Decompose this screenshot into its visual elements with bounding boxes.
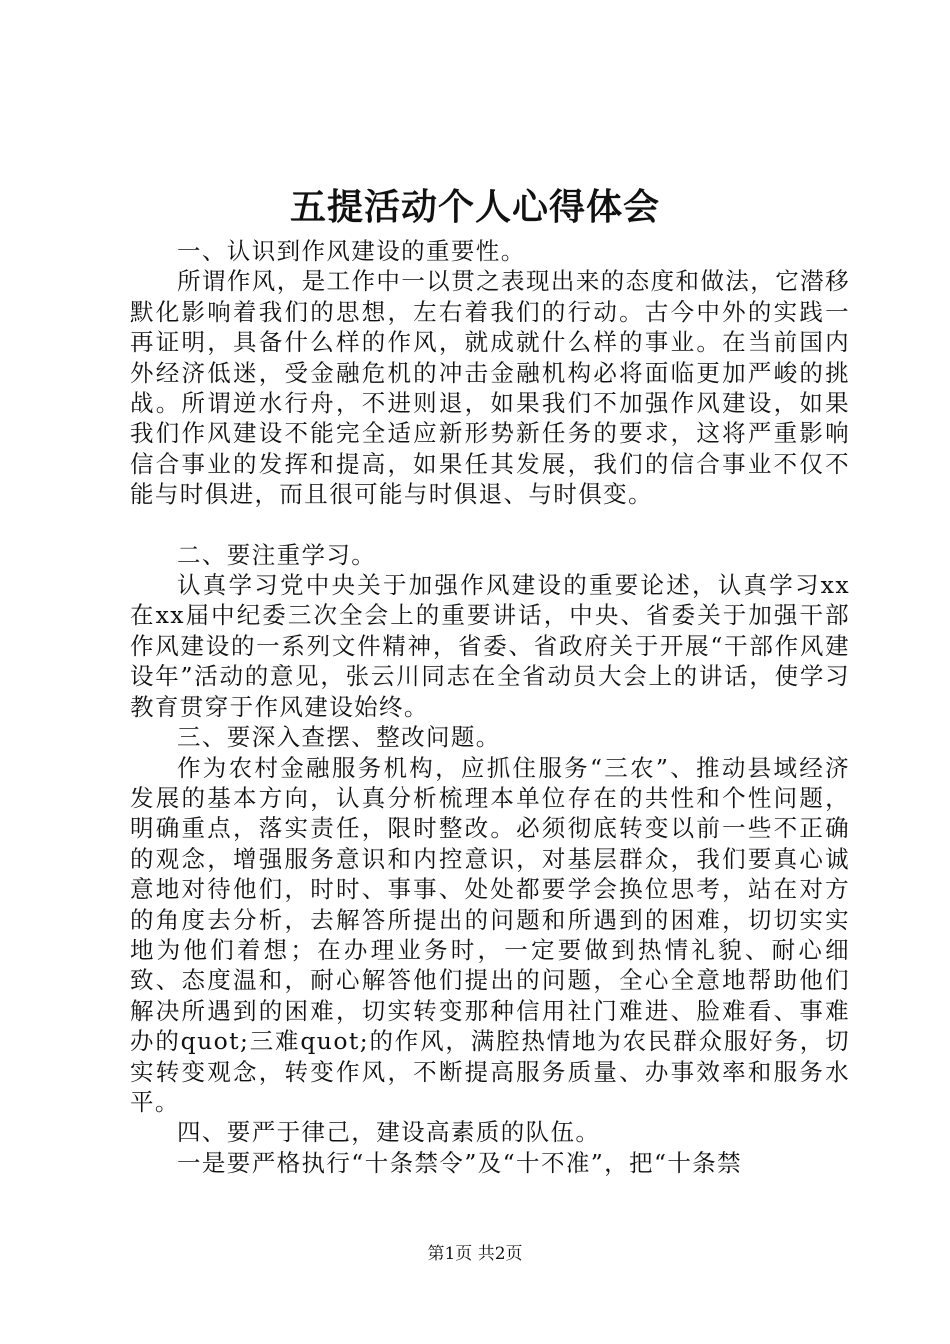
paragraph-3: 作为农村金融服务机构，应抓住服务“三农”、推动县域经济发展的基本方向，认真分析梳理本单位存在的共性和个性问题，明确重点，落实责任，限时整改。必须彻底转变以前一些不正确的观念，增强服务意识和内控意识，对基层群众，我们要真心诚意地对待他们，时时、事事、处处都要学会换位思考，站在对方的角度去分析，去解答所提出的问题和所遇到的困难，切切实实地为他们着想；在办理业务时，一定要做到热情礼貌、耐心细致、态度温和，耐心解答他们提出的问题，全心全意地帮助他们解决所遇到的困难，切实转变那种信用社门难进、脸难看、事难办的quot;三难quot;的作风，满腔热情地为农民群众服好务，切实转变观念，转变作风，不断提高服务质量、办事效率和服务水平。 bbox=[130, 753, 850, 1116]
document-title: 五提活动个人心得体会 bbox=[289, 186, 660, 228]
paragraph-gap bbox=[130, 510, 850, 540]
paragraph-2: 认真学习党中央关于加强作风建设的重要论述，认真学习xx在xx届中纪委三次全会上的重要讲话，中央、省委关于加强干部作风建设的一系列文件精神，省委、省政府关于开展“干部作风建设年”活动的意见，张云川同志在全省动员大会上的讲话，使学习教育贯穿于作风建设始终。 bbox=[130, 571, 850, 721]
document-body bbox=[130, 236, 850, 1178]
paragraph-1: 所谓作风，是工作中一以贯之表现出来的态度和做法，它潜移默化影响着我们的思想，左右着我们的行动。古今中外的实践一再证明，具备什么样的作风，就成就什么样的事业。在当前国内外经济低迷，受金融危机的冲击金融机构必将面临更加严峻的挑战。所谓逆水行舟，不进则退，如果我们不加强作风建设，如果我们作风建设不能完全适应新形势新任务的要求，这将严重影响信合事业的发挥和提高，如果任其发展，我们的信合事业不仅不能与时俱进，而且很可能与时俱退、与时俱变。 bbox=[130, 267, 850, 509]
section-heading-2: 二、要注重学习。 bbox=[177, 540, 377, 569]
section-heading-3: 三、要深入查摆、整改问题。 bbox=[177, 723, 501, 752]
section-heading-4: 四、要严于律己，建设高素质的队伍。 bbox=[177, 1118, 601, 1147]
section-heading-1: 一、认识到作风建设的重要性。 bbox=[177, 237, 526, 265]
page-indicator: 第1页 共2页 bbox=[427, 1244, 523, 1264]
paragraph-4: 一是要严格执行“十条禁令”及“十不准”，把“十条禁 bbox=[177, 1148, 743, 1177]
